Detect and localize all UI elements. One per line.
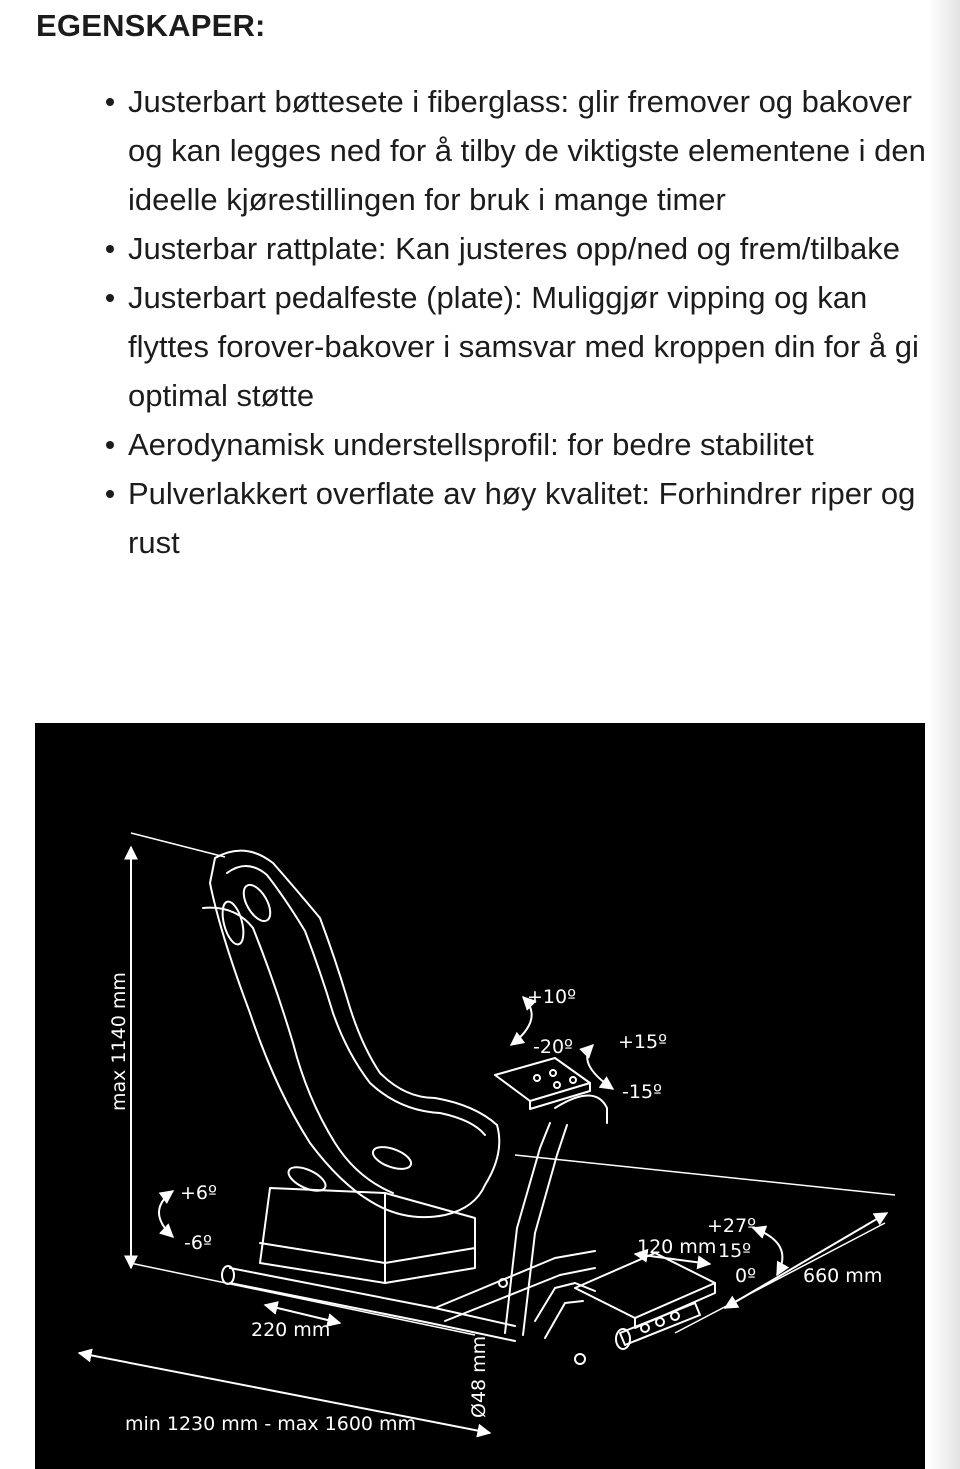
height-dimension-label: max 1140 mm (108, 972, 130, 1111)
seat-tilt-minus-label: -6º (184, 1232, 212, 1254)
seat-slide-label: 220 mm (251, 1319, 331, 1341)
feature-item: Pulverlakkert overflate av høy kvalitet: Forhindrer riper og rust (128, 469, 928, 567)
wheel-tilt-plus-label: +10º (527, 986, 577, 1008)
pedal-slide-label: 120 mm (637, 1236, 717, 1258)
width-dimension-label: 660 mm (803, 1265, 883, 1287)
wheel-rotation-plus-label: +15º (618, 1031, 668, 1053)
feature-item: Justerbart bøttesete i fiberglass: glir fremover og bakover og kan legges ned for å tilby de viktigste elementene i den ideelle kjørestillingen for bruk i mange timer (128, 77, 928, 224)
feature-list (128, 77, 928, 567)
pedal-angle-mid-label: 15º (718, 1240, 752, 1262)
length-dimension-label: min 1230 mm - max 1600 mm (125, 1413, 417, 1435)
feature-item: Justerbart pedalfeste (plate): Muliggjør vipping og kan flyttes forover-bakover i samsvar med kroppen din for å gi optimal støtte (128, 273, 928, 420)
pedal-angle-max-label: +27º (707, 1215, 757, 1237)
page-edge-shadow (928, 0, 960, 1469)
wheel-rotation-minus-label: -15º (622, 1081, 662, 1103)
product-dimension-diagram (35, 723, 925, 1469)
seat-tilt-plus-label: +6º (180, 1182, 217, 1204)
wheel-tilt-minus-label: -20º (533, 1036, 573, 1058)
tube-diameter-label: Ø48 mm (468, 1335, 490, 1418)
seat-illustration (203, 851, 715, 1364)
feature-item: Justerbar rattplate: Kan justeres opp/ned og frem/tilbake (128, 224, 928, 273)
section-heading: EGENSKAPER: (36, 8, 266, 43)
pedal-angle-min-label: 0º (735, 1265, 757, 1287)
feature-item: Aerodynamisk understellsprofil: for bedre stabilitet (128, 420, 928, 469)
